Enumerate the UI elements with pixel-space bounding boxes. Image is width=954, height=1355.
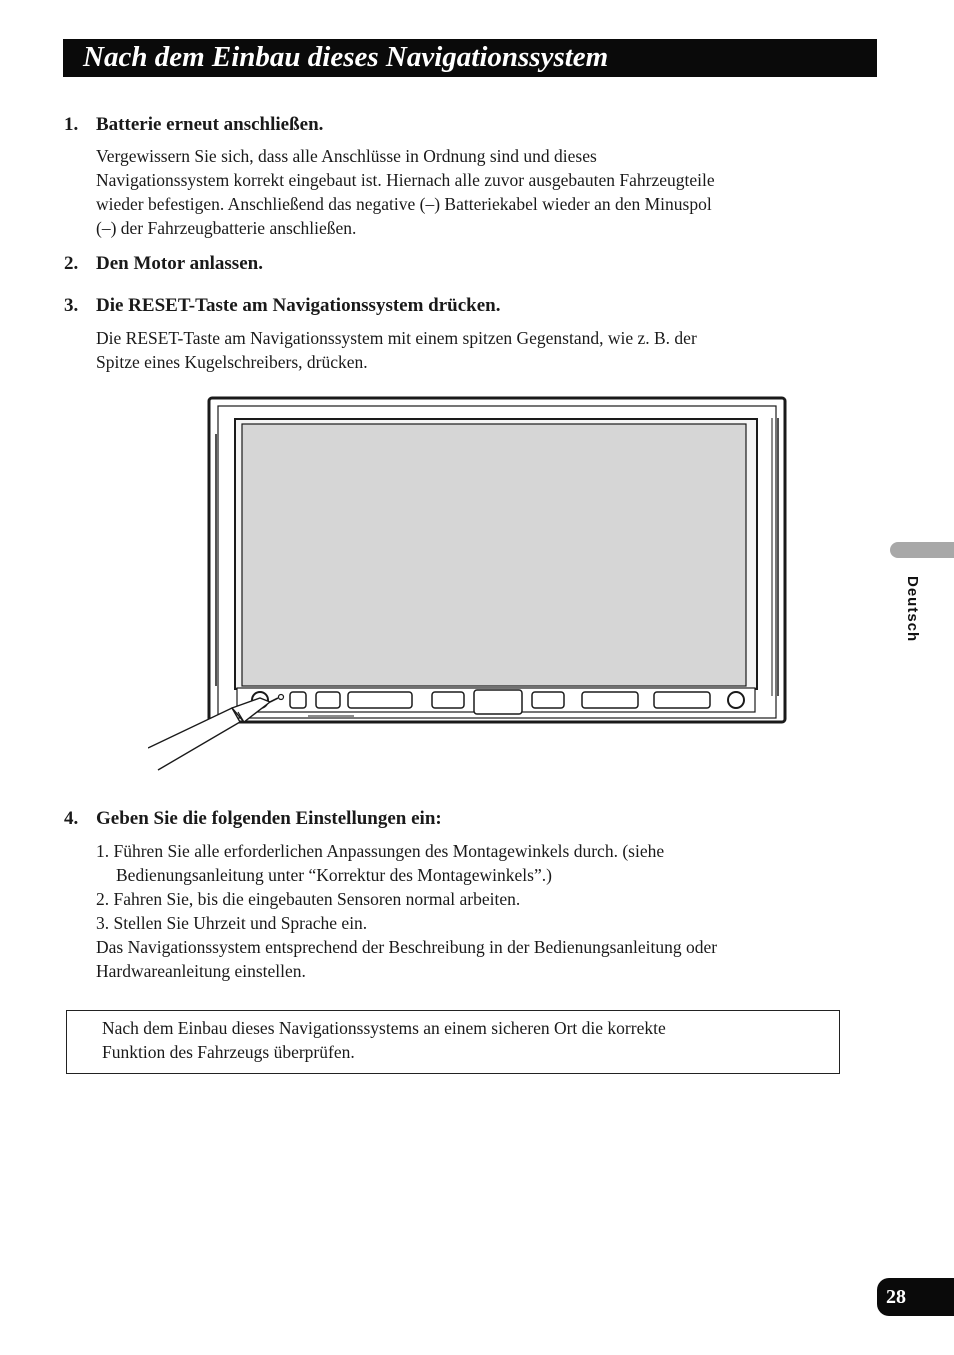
- step-2-title: Den Motor anlassen.: [96, 253, 263, 274]
- note-line: Nach dem Einbau dieses Navigationssystems an einem sicheren Ort die korrekte: [102, 1018, 666, 1038]
- section-title: Nach dem Einbau dieses Navigationssystem: [83, 41, 609, 73]
- step-4-title: Geben Sie die folgenden Einstellungen ein:: [96, 808, 442, 829]
- step-4-heading: [64, 808, 442, 830]
- small-button: [316, 692, 340, 708]
- step-2-heading: [64, 253, 263, 275]
- small-button: [432, 692, 464, 708]
- display-screen: [242, 424, 746, 686]
- page-number: 28: [886, 1286, 906, 1308]
- section-title-bar: [63, 39, 877, 77]
- step-4-number: 4.: [64, 808, 79, 829]
- step-4-line: Hardwareanleitung einstellen.: [96, 961, 306, 981]
- step-3-line: Die RESET-Taste am Navigationssystem mit einem spitzen Gegenstand, wie z. B. der: [96, 328, 697, 348]
- small-button: [290, 692, 306, 708]
- wide-button: [348, 692, 412, 708]
- round-button: [728, 692, 744, 708]
- step-3-heading: [64, 295, 501, 317]
- language-tab-marker: [890, 542, 954, 558]
- wide-button: [654, 692, 710, 708]
- note-text: [102, 1016, 666, 1064]
- page-number-badge: [877, 1278, 954, 1316]
- language-tab-label: Deutsch: [904, 576, 921, 643]
- step-1-title: Batterie erneut anschließen.: [96, 114, 324, 135]
- step-3-title: Die RESET-Taste am Navigationssystem drücken.: [96, 295, 501, 316]
- small-button: [532, 692, 564, 708]
- note-box: [66, 1010, 840, 1074]
- step-1-line: Vergewissern Sie sich, dass alle Anschlüsse in Ordnung sind und dieses: [96, 146, 597, 166]
- step-2-number: 2.: [64, 253, 79, 274]
- note-line: Funktion des Fahrzeugs überprüfen.: [102, 1042, 355, 1062]
- step-4-text: [96, 839, 836, 983]
- step-4-line: Das Navigationssystem entsprechend der Beschreibung in der Bedienungsanleitung oder: [96, 937, 718, 957]
- step-3-number: 3.: [64, 295, 79, 316]
- step-3-line: Spitze eines Kugelschreibers, drücken.: [96, 352, 368, 372]
- step-1-line: Navigationssystem korrekt eingebaut ist. Hiernach alle zuvor ausgebauten Fahrzeugteile: [96, 170, 715, 190]
- step-3-text: [96, 326, 836, 374]
- reset-button: [279, 695, 284, 700]
- step-1-line: (–) der Fahrzeugbatterie anschließen.: [96, 218, 357, 238]
- step-1-number: 1.: [64, 114, 79, 135]
- step-4-line: 3. Stellen Sie Uhrzeit und Sprache ein.: [96, 913, 368, 933]
- center-button: [474, 690, 522, 714]
- navigation-unit-illustration: [148, 396, 788, 774]
- step-4-line: 1. Führen Sie alle erforderlichen Anpassungen des Montagewinkels durch. (siehe: [96, 841, 665, 861]
- step-1-heading: [64, 114, 323, 136]
- step-4-line: 2. Fahren Sie, bis die eingebauten Sensoren normal arbeiten.: [96, 889, 521, 909]
- pen-body: [148, 708, 240, 770]
- wide-button: [582, 692, 638, 708]
- step-4-line: Bedienungsanleitung unter “Korrektur des Montagewinkels”.): [116, 865, 552, 885]
- step-1-line: wieder befestigen. Anschließend das negative (–) Batteriekabel wieder an den Minuspol: [96, 194, 712, 214]
- step-1-text: [96, 144, 836, 240]
